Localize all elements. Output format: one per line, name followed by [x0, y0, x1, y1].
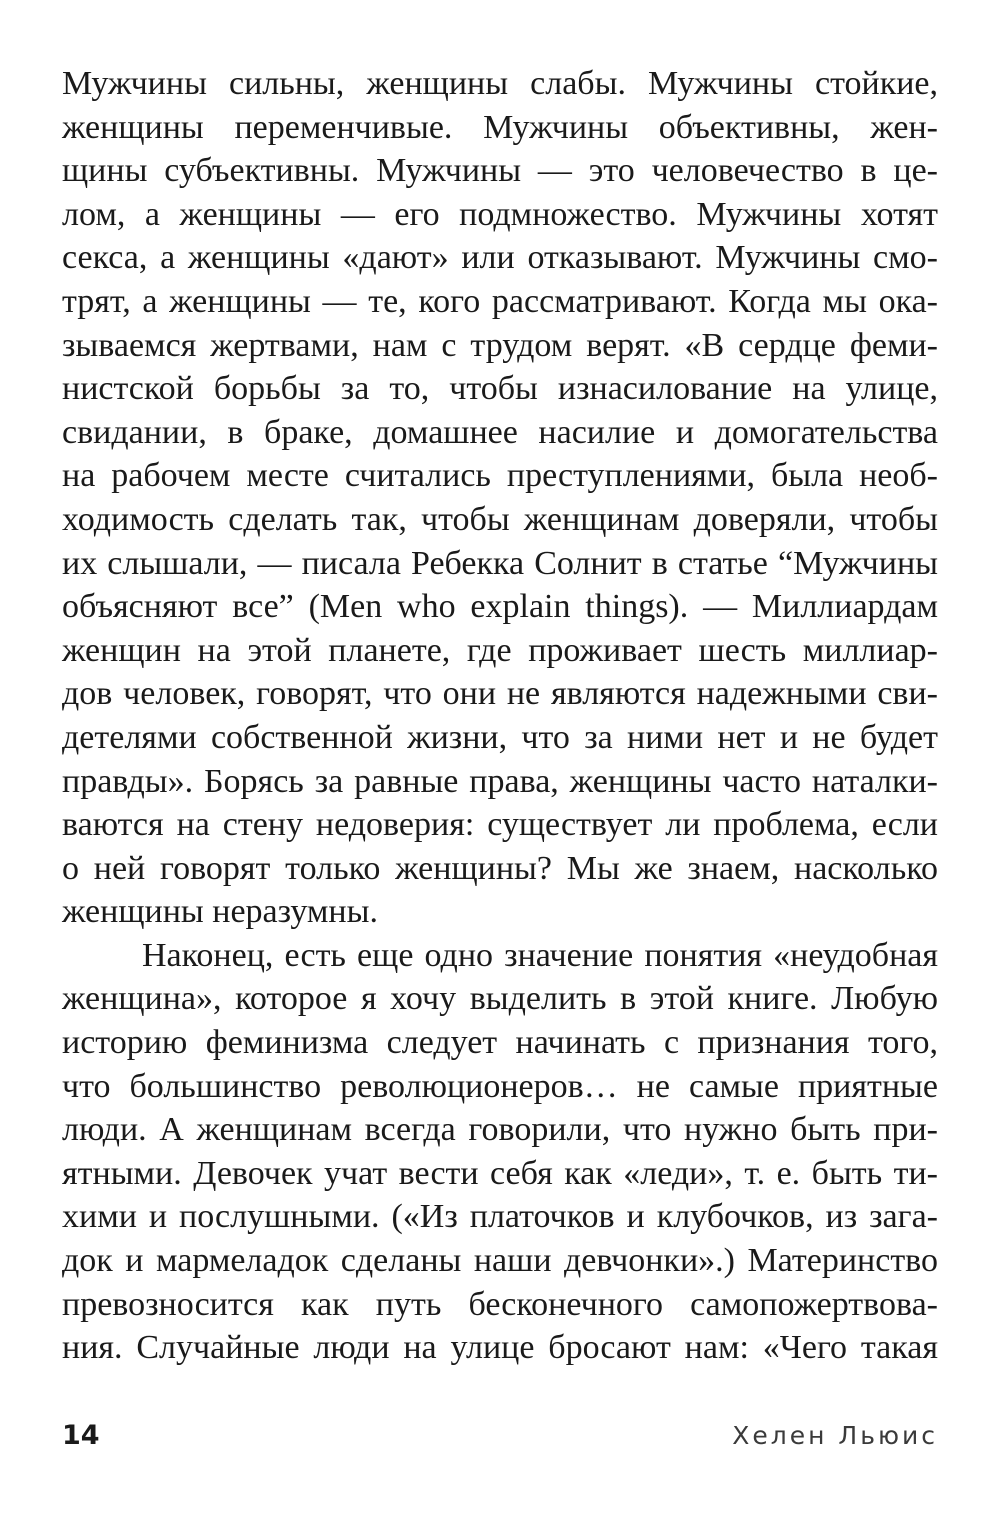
text-line: Мужчины сильны, женщины слабы. Мужчины стойкие, — [62, 65, 938, 102]
text-line: превозносится как путь бесконечного самопожертвова- — [62, 1285, 938, 1323]
text-line: детелями собственной жизни, что за ними нет и не будет — [62, 718, 938, 756]
text-line: женщина», которое я хочу выделить в этой книге. Любую — [62, 980, 938, 1018]
text-line: женщины неразумны. — [62, 893, 378, 931]
page-number: 14 — [62, 1420, 100, 1451]
text-line: на рабочем месте считались преступлениями, была необ- — [62, 457, 938, 495]
text-line: свидании, в браке, домашнее насилие и домогательства — [62, 413, 938, 451]
running-title-author: Хелен Льюис — [732, 1421, 938, 1450]
text-line: историю феминизма следует начинать с признания того, — [62, 1024, 938, 1062]
text-line: секса, а женщины «дают» или отказывают. Мужчины смо- — [62, 239, 938, 277]
text-line: о ней говорят только женщины? Мы же знаем, насколько — [62, 849, 938, 887]
page-footer — [62, 1418, 938, 1458]
text-line: трят, а женщины — те, кого рассматривают. Когда мы ока- — [62, 282, 938, 320]
text-line: Наконец, есть еще одно значение понятия «неудобная — [142, 936, 938, 974]
text-line: ваются на стену недоверия: существует ли проблема, если — [62, 806, 938, 844]
body-text — [62, 62, 938, 1370]
text-line: зываемся жертвами, нам с трудом верят. «В сердце феми- — [62, 326, 938, 364]
text-line: док и мармеладок сделаны наши девчонки».) Материнство — [62, 1242, 938, 1280]
text-line: дов человек, говорят, что они не являются надежными сви- — [62, 675, 938, 713]
text-line: лом, а женщины — его подмножество. Мужчины хотят — [62, 195, 938, 233]
text-line: люди. А женщинам всегда говорили, что нужно быть при- — [62, 1111, 938, 1149]
text-line: правды». Борясь за равные права, женщины часто наталки- — [62, 762, 938, 800]
text-line: объясняют все” (Men who explain things). — Миллиардам — [62, 588, 938, 626]
text-line: ходимость сделать так, чтобы женщинам доверяли, чтобы — [62, 500, 938, 538]
text-line: женщины переменчивые. Мужчины объективны, жен- — [62, 108, 938, 146]
text-line: хими и послушными. («Из платочков и клубочков, из зага- — [62, 1198, 938, 1236]
text-line: женщин на этой планете, где проживает шесть миллиар- — [62, 631, 938, 669]
text-line: их слышали, — писала Ребекка Солнит в статье “Мужчины — [62, 544, 938, 582]
text-line: нистской борьбы за то, чтобы изнасилование на улице, — [62, 370, 938, 408]
text-line: ятными. Девочек учат вести себя как «леди», т. е. быть ти- — [62, 1154, 938, 1192]
text-line: ния. Случайные люди на улице бросают нам: «Чего такая — [62, 1329, 938, 1367]
text-line: щины субъективны. Мужчины — это человечество в це- — [62, 152, 938, 190]
text-line: что большинство революционеров… не самые приятные — [62, 1067, 938, 1105]
